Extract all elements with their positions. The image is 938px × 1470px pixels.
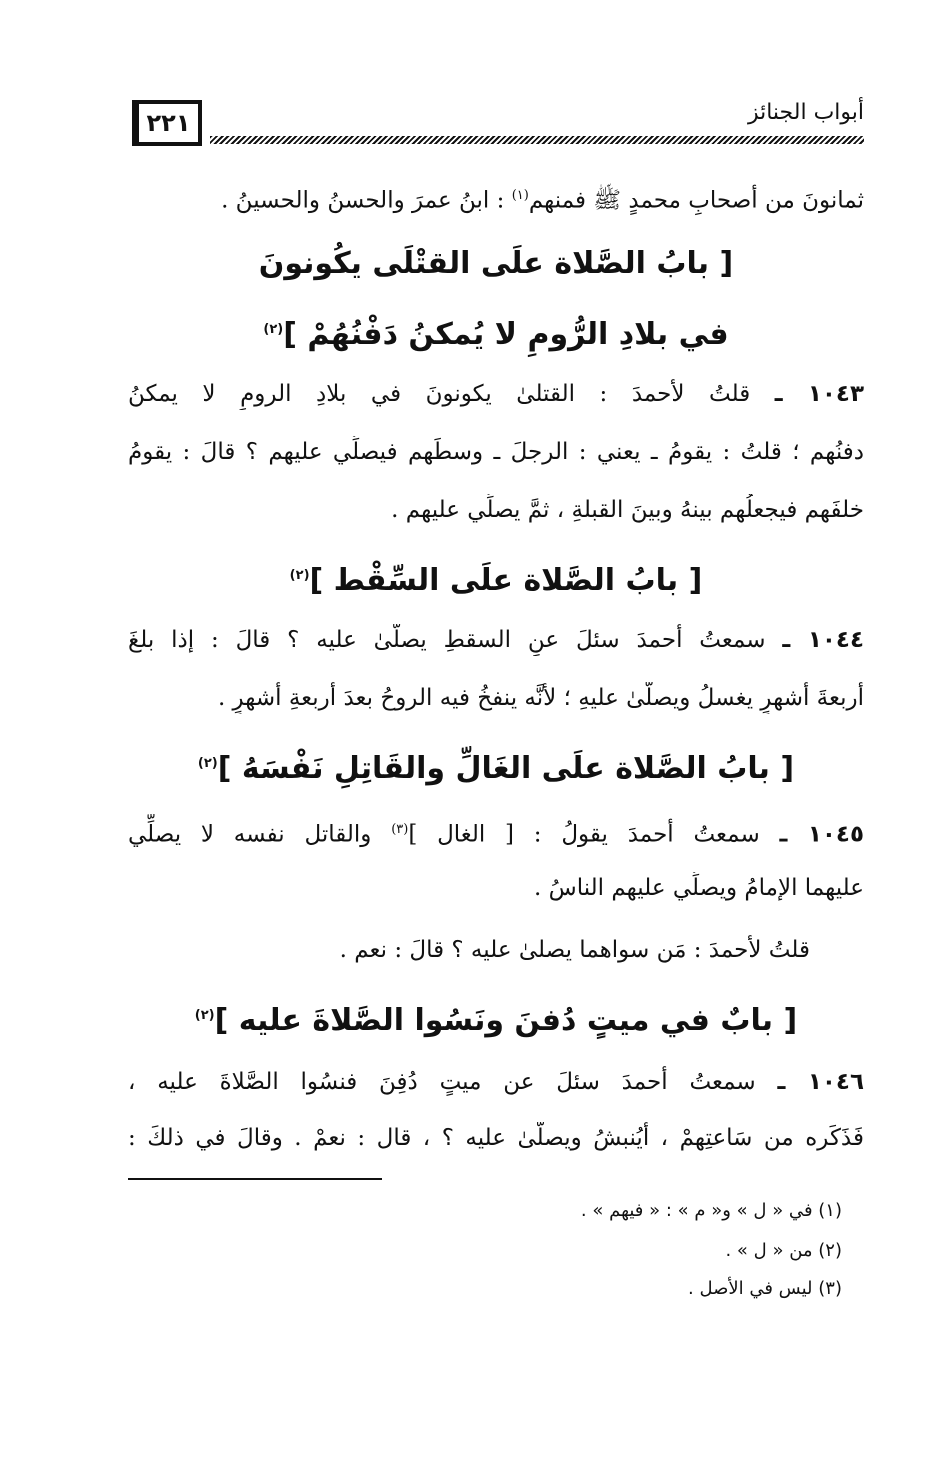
intro-text-rest: : ابنُ عمرَ والحسنُ والحسينُ . xyxy=(221,187,512,214)
paragraph-1045-line3: قلتُ لأحمدَ : مَن سواهما يصلىٰ عليه ؟ قالَ : نعم . xyxy=(339,937,810,963)
text: سمعتُ أحمدَ سئلَ عنِ السقطِ يصلَّىٰ عليه ؟ قالَ : إذا بلغَ xyxy=(128,627,783,653)
footnote-1: (١) في « ل » و« م » : « فيهم » . xyxy=(580,1200,842,1221)
paragraph-1046-line1 xyxy=(128,1066,864,1098)
header-rule xyxy=(210,136,864,144)
footnote-ref: (١) xyxy=(511,188,529,203)
entry-number: ١٠٤٦ ـ xyxy=(777,1069,864,1095)
section-heading-3 xyxy=(128,744,864,789)
heading-text: [ بابٌ في ميتٍ دُفنَ ونَسُوا الصَّلاةَ عليه ] xyxy=(214,1003,798,1038)
text: سمعتُ أحمدَ سئلَ عن ميتٍ دُفِنَ فنسُوا الصَّلاةَ عليه ، xyxy=(128,1069,778,1095)
intro-text: ثمانونَ من أصحابِ محمدٍ ﷺ فمنهم xyxy=(528,187,864,214)
entry-number: ١٠٤٥ ـ xyxy=(779,821,864,848)
footnote-ref: (٢) xyxy=(289,568,310,583)
page-number: ٢٢١ xyxy=(132,100,202,146)
footnote-3: (٣) ليس في الأصل . xyxy=(688,1278,842,1299)
paragraph-1046-line2: فَذَكَره من سَاعتِهمْ ، أيُنبشُ ويصلَّىٰ عليه ؟ ، قال : نعمْ . وقالَ في ذلكَ : xyxy=(128,1125,864,1151)
footnote-2: (٢) من « ل » . xyxy=(725,1240,842,1261)
text: والقاتل نفسه لا يصلِّي xyxy=(128,821,392,848)
paragraph-1043-line3: خلفَهم فيجعلُهم بينهُ وبينَ القبلةِ ، ثمَّ يصلِّي عليهم . xyxy=(391,497,864,523)
text: سمعتُ أحمدَ يقولُ : [ الغال ] xyxy=(408,821,780,848)
paragraph-1044-line1 xyxy=(128,624,864,656)
paragraph-1043-line1 xyxy=(128,378,864,410)
section-heading-4 xyxy=(128,996,864,1041)
footnote-rule xyxy=(128,1178,382,1180)
paragraph-1045-line1 xyxy=(128,814,864,851)
intro-line xyxy=(128,180,864,217)
entry-number: ١٠٤٣ ـ xyxy=(774,381,864,407)
heading-text: [ بابُ الصَّلاة علَى السِّقْط ] xyxy=(309,563,703,598)
footnote-ref: (٣) xyxy=(391,822,409,837)
heading-text: في بلادِ الرُّومِ لا يُمكنُ دَفْنُهُمْ ] xyxy=(283,317,729,352)
footnote-ref: (٢) xyxy=(197,756,218,771)
text: قلتُ لأحمدَ : القتلىٰ يكونونَ في بلادِ الرومِ لا يمكنُ xyxy=(128,381,775,407)
section-heading-1b xyxy=(128,310,864,355)
section-heading-2 xyxy=(128,556,864,601)
section-heading-1a: [ بابُ الصَّلاة علَى القتْلَى يكُونونَ xyxy=(258,246,734,281)
paragraph-1043-line2: دفنُهم ؛ قلتُ : يقومُ ـ يعني : الرجلَ ـ وسطَهم فيصلِّي عليهم ؟ قالَ : يقومُ xyxy=(128,439,864,465)
entry-number: ١٠٤٤ ـ xyxy=(782,627,864,653)
running-head: أبواب الجنائز xyxy=(747,100,864,125)
footnote-ref: (٢) xyxy=(263,322,284,337)
paragraph-1045-line2: عليهما الإمامُ ويصلِّي عليهم الناسُ . xyxy=(534,875,864,901)
footnote-ref: (٢) xyxy=(194,1008,215,1023)
heading-text: [ بابُ الصَّلاة علَى الغَالِّ والقَاتِلِ نَفْسَهُ ] xyxy=(217,751,795,786)
paragraph-1044-line2: أربعةَ أشهرٍ يغسلُ ويصلَّىٰ عليهِ ؛ لأنَّه ينفخُ فيه الروحُ بعدَ أربعةِ أشهرٍ . xyxy=(217,685,864,711)
